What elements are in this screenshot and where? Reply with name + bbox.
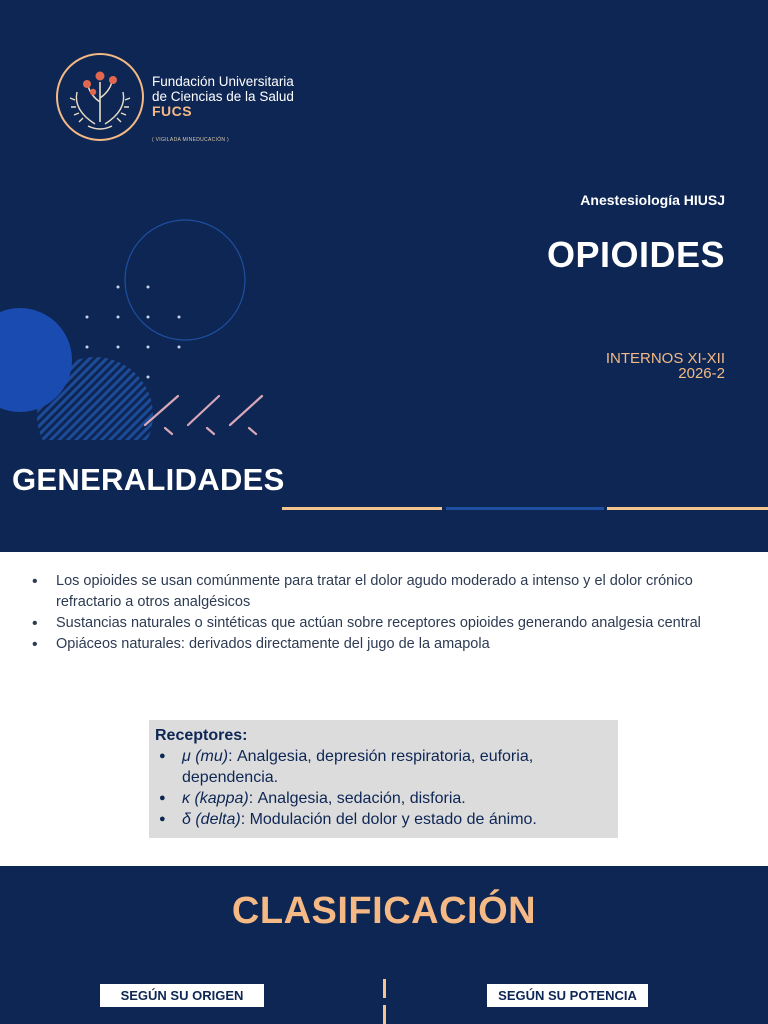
cohort-label: INTERNOS XI-XII <box>605 350 725 367</box>
potency-label: SEGÚN SU POTENCIA <box>487 984 648 1007</box>
receptors-list <box>155 746 610 830</box>
receptor-description: : Modulación del dolor y estado de ánimo. <box>240 811 537 828</box>
fucs-seal-logo <box>55 52 145 142</box>
receptor-symbol: μ (mu) <box>182 748 229 765</box>
cohort-info <box>606 351 725 381</box>
receptors-box <box>149 720 618 838</box>
heading-rule-middle <box>446 507 604 510</box>
decorative-shapes <box>0 200 300 440</box>
receptor-item-kappa <box>155 788 610 809</box>
list-item: • Sustancias naturales o sintéticas que actúan sobre receptores opioides generando analgesia central <box>30 613 758 634</box>
presentation-title: OPIOIDES <box>546 234 725 275</box>
receptor-description: : Analgesia, depresión respiratoria, euforia, dependencia. <box>182 748 534 786</box>
receptor-symbol: κ (kappa) <box>182 790 249 807</box>
classification-title: CLASIFICACIÓN <box>231 890 537 932</box>
origin-label: SEGÚN SU ORIGEN <box>100 984 264 1007</box>
receptor-item-mu <box>155 746 610 788</box>
list-item: • Los opioides se usan comúnmente para tratar el dolor agudo moderado a intenso y el dolor crónico refractario a otros analgésicos <box>30 571 758 613</box>
classification-section <box>0 866 768 1024</box>
receptor-item-delta <box>155 809 610 830</box>
heading-rule-left <box>282 507 442 510</box>
section-heading-generalidades: GENERALIDADES <box>12 462 285 497</box>
department-label: Anestesiología HIUSJ <box>580 192 725 208</box>
period-label: 2026-2 <box>678 365 725 382</box>
receptor-description: : Analgesia, sedación, disforia. <box>248 790 466 807</box>
brand-tagline: ( VIGILADA MINEDUCACIÓN ) <box>152 137 229 143</box>
receptors-title: Receptores: <box>155 727 248 744</box>
content-section <box>0 552 768 866</box>
brand-line-2: de Ciencias de la Salud <box>152 89 294 104</box>
list-item: • Opiáceos naturales: derivados directamente del jugo de la amapola <box>30 634 758 655</box>
generalidades-list <box>30 571 758 655</box>
brand-name <box>152 74 294 119</box>
brand-acronym: FUCS <box>152 103 193 119</box>
divider-line <box>383 979 386 998</box>
brand-line-1: Fundación Universitaria <box>152 74 294 89</box>
heading-rule-right <box>607 507 768 510</box>
divider-line <box>383 1005 386 1024</box>
receptor-symbol: δ (delta) <box>182 811 241 828</box>
